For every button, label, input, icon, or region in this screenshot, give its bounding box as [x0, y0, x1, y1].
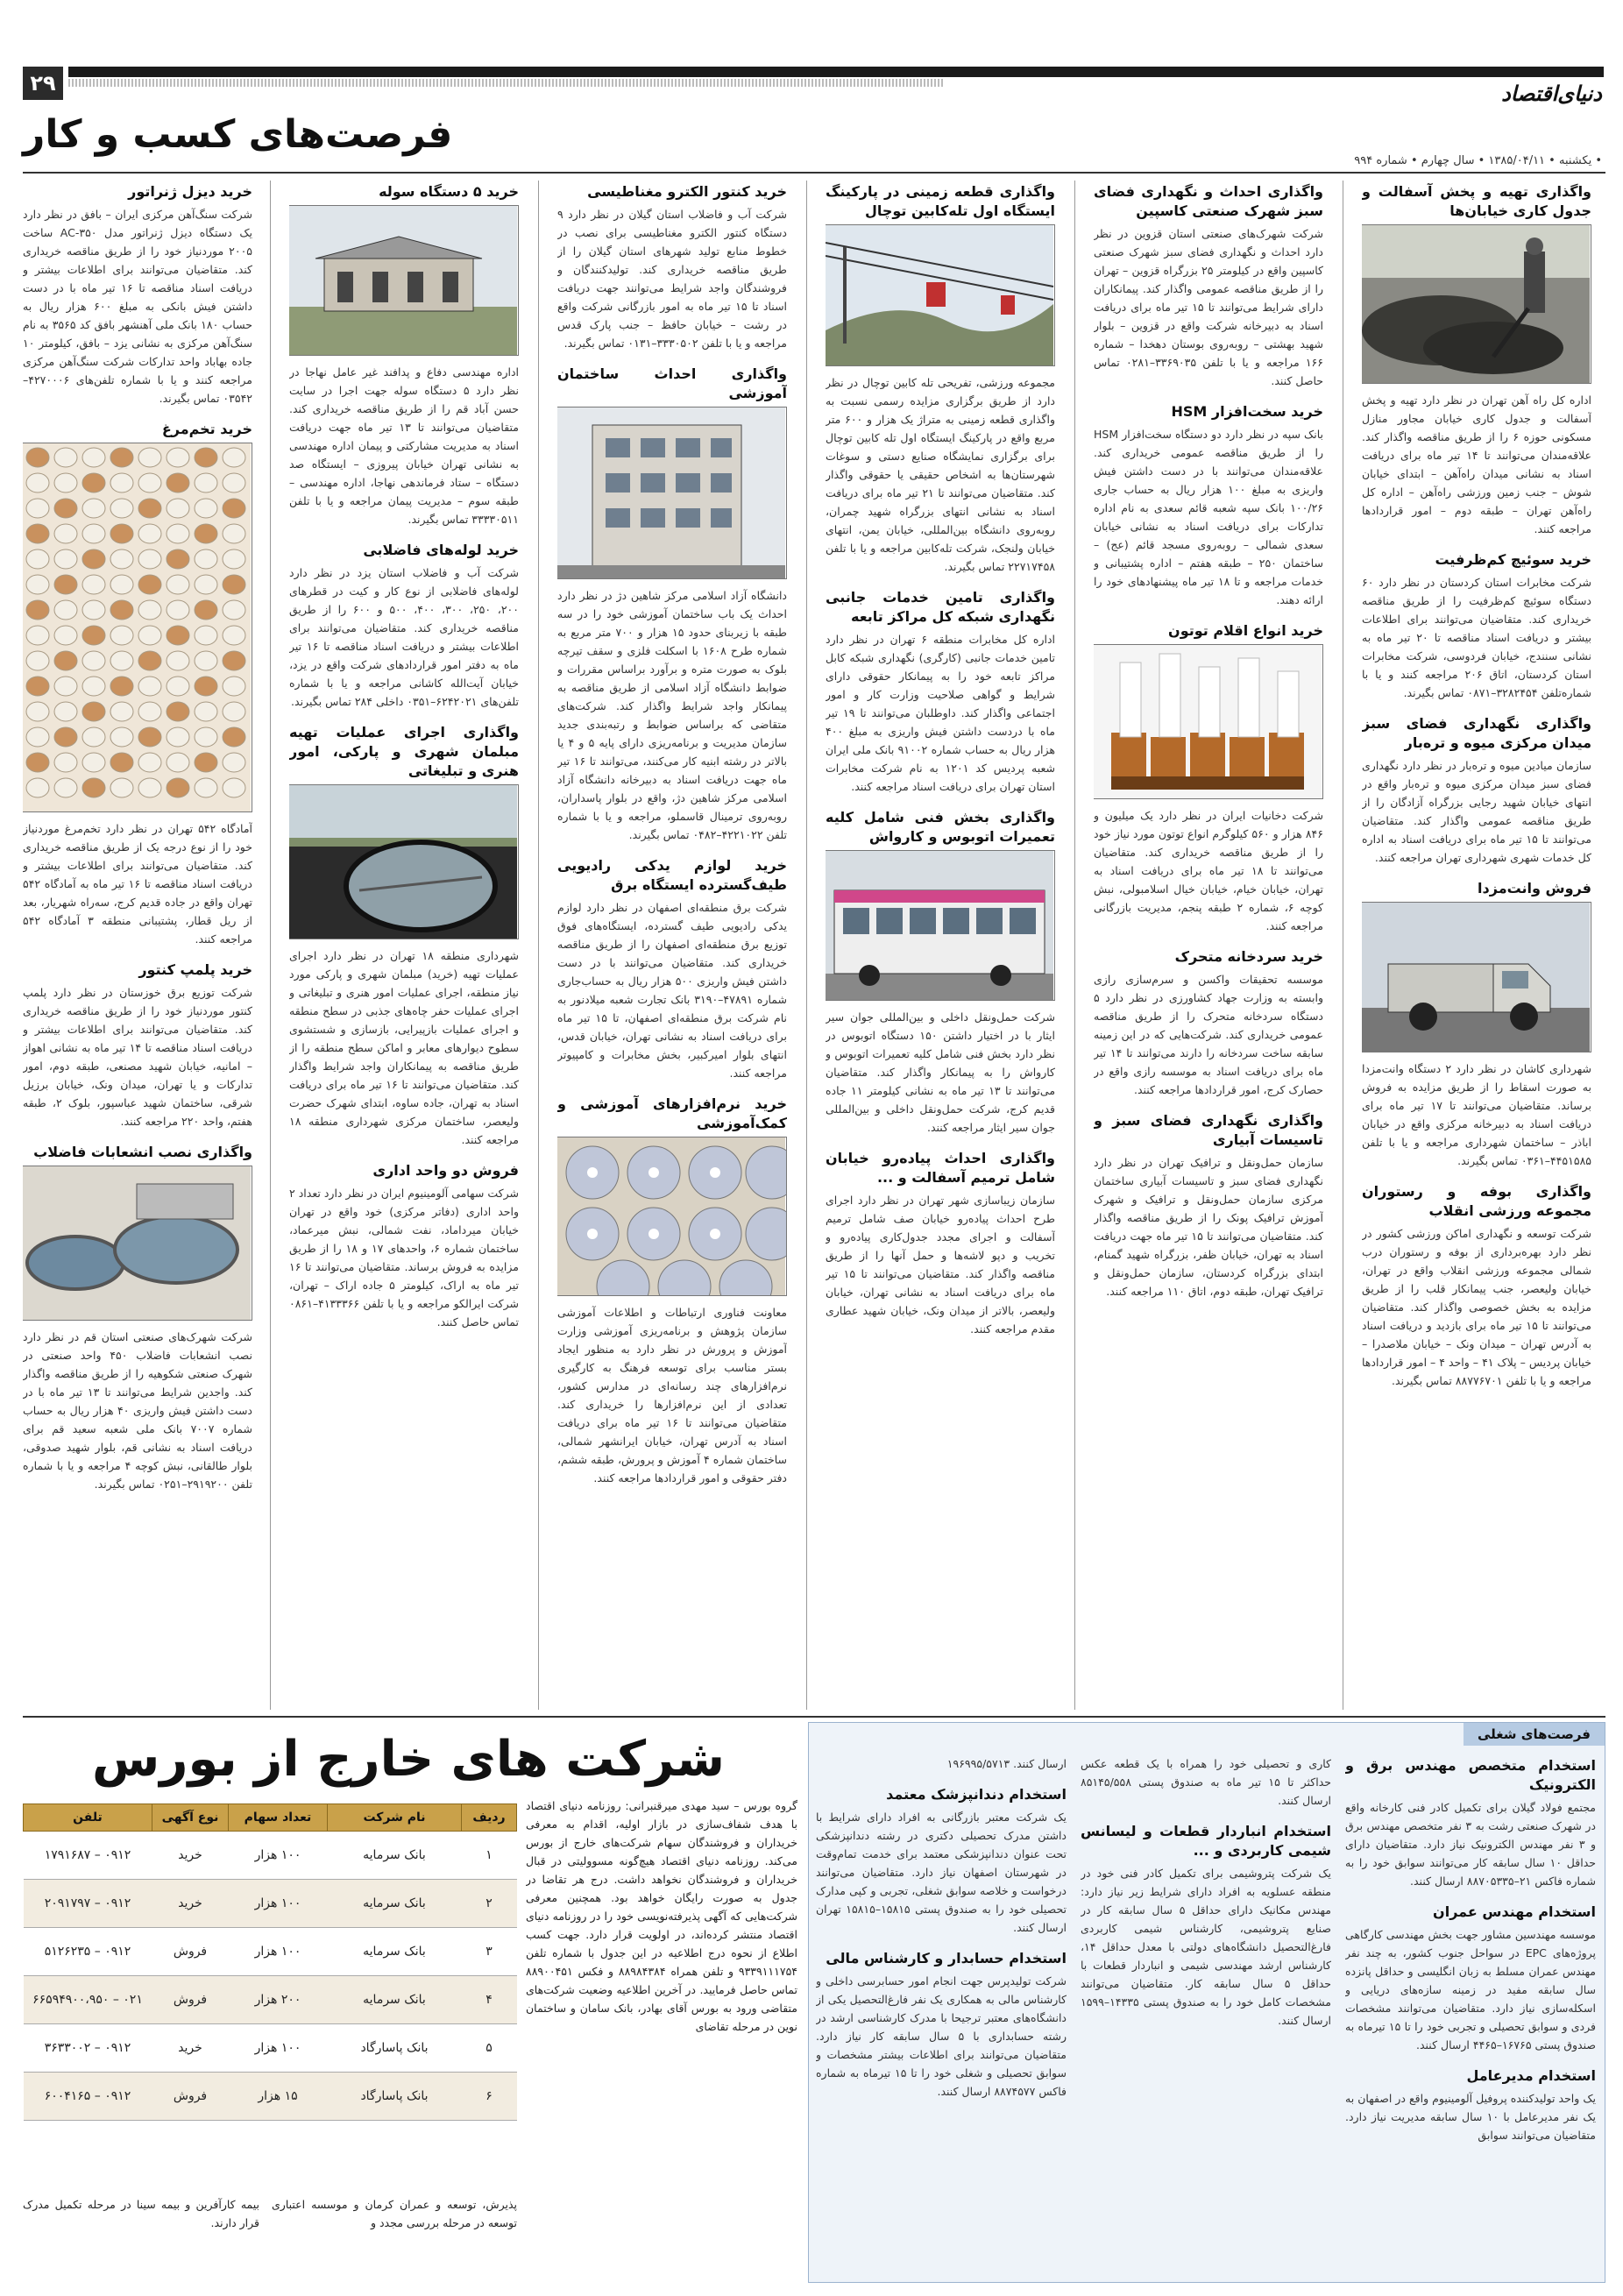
- article-title: واگذاری احداث ساختمان آموزشی: [557, 365, 787, 401]
- bourse-foot-left: بیمه کارآفرین و بیمه سینا در مرحله تکمیل مدرک قرار دارند.: [23, 2198, 259, 2229]
- article: [289, 541, 519, 711]
- shed-photo: [289, 205, 519, 356]
- article: [1094, 1111, 1323, 1300]
- treatment-photo: [23, 1166, 252, 1321]
- article-body: سازمان زیباسازی شهر تهران در نظر دارد اجرای طرح احداث پیاده‌رو خیابان صف شامل ترمیم آسفالت و اجرای مجدد جدول‌کاری پیاده‌رو و تخریب و دپو لاشه‌ها و حمل آنها را از طریق مناقصه واگذار کند. متقاضیان می‌توانند تا ۱۵ تیر ماه برای دریافت اسناد به نشانی تهران، خیابان ولیعصر، بالاتر از میدان ونک، خیابان شهید عطاری مقدم مراجعه کنند.: [826, 1194, 1055, 1336]
- row-number: ۱: [462, 1832, 517, 1880]
- cigarettes-photo: [1094, 644, 1323, 799]
- article-title: خرید تخم‌مرغ: [161, 421, 252, 437]
- article-title: خرید سوئیچ کم‌ظرفیت: [1435, 551, 1591, 568]
- col-type: نوع آگهی: [152, 1804, 229, 1832]
- job-body: یک شرکت پتروشیمی برای تکمیل کادر فنی خود در منطقه عسلویه به افراد دارای شرایط زیر نیاز دارد: مهندس مکانیک دارای حداقل ۵ سال سابقه کار در صنایع پتروشیمی، کارشناس شیمی کاربردی فارغ‌التحصیل دانشگاه‌های دولتی با معدل حداقل ۱۴، کارشناس ارشد مهندسی شیمی و انباردار قطعات با حداقل ۵ سال سابقه کار. متقاضیان می‌توانند مشخصات کامل خود را به صندوق پستی ۱۴۳۳۵–۱۵۹۹ ارسال کنند.: [1081, 1867, 1331, 2027]
- header-bar: [68, 67, 1604, 77]
- article: [557, 1095, 787, 1487]
- table-row: [24, 1976, 517, 2024]
- ad-type: فروش: [152, 1976, 229, 2024]
- job-title: استخدام دندانپزشک معتمد: [886, 1786, 1067, 1803]
- jobs-box: [808, 1722, 1605, 2283]
- table-row: [24, 1880, 517, 1928]
- job-title: استخدام متخصص مهندس برق و الکترونیک: [1345, 1757, 1596, 1793]
- row-number: ۶: [462, 2073, 517, 2121]
- article: [1094, 947, 1323, 1099]
- article-title: خرید پلمپ کنتور: [138, 961, 252, 978]
- job-title: استخدام مهندس عمران: [1433, 1903, 1596, 1920]
- job-ad: [816, 1754, 1067, 1773]
- article-title: واگذاری نگهداری فضای سبز میدان مرکزی میوه و تره‌بار: [1362, 715, 1591, 751]
- article: [1362, 1182, 1591, 1390]
- article: [23, 182, 252, 407]
- article: [23, 1143, 252, 1493]
- article-body: اداره کل مخابرات منطقه ۶ تهران در نظر دارد تامین خدمات جانبی (کارگری) نگهداری شبکه کابل مراکز تابعه خود را به پیمانکار حقوقی دارای شرایط و گواهی صلاحیت وزارت کار و امور اجتماعی واگذار کند. داوطلبان می‌توانند تا ۱۹ تیر ماه با دردست داشتن فیش واریزی به مبلغ ۴۰۰ هزار ریال به حساب شماره ۹۱۰۰۲ بانک ملی ایران شعبه پردیس کد ۱۲۰۱ به نام شرکت مخابرات استان تهران برای دریافت اسناد مراجعه کنند.: [826, 633, 1055, 793]
- table-row: [24, 1928, 517, 1976]
- article-title: واگذاری قطعه زمینی در پارکینگ ایستگاه اول تله‌کابین توچال: [826, 183, 1055, 219]
- article: [1094, 182, 1323, 390]
- newspaper-logo: دنیای‌اقتصاد: [1501, 81, 1602, 106]
- phone: ۰۹۱۲ – ۶۰۰۴۱۶۵: [24, 2073, 152, 2121]
- row-number: ۲: [462, 1880, 517, 1928]
- col-company: نام شرکت: [328, 1804, 462, 1832]
- col-shares: تعداد سهام: [229, 1804, 328, 1832]
- article-title: فروش وانت‌مزدا: [1478, 880, 1591, 896]
- share-count: ۲۰۰ هزار: [229, 1976, 328, 2024]
- article-column: [1094, 181, 1323, 1710]
- job-body: موسسه مهندسین مشاور جهت بخش مهندسی کارگاهی پروژه‌های EPC در سواحل جنوب کشور، به چند نفر مهندس عمران مسلط به زبان انگلیسی و حداقل پانزده سال سابقه مفید در زمینه سازه‌های دریایی و اسکله‌سازی نیاز دارد. متقاضیان می‌توانند مشخصات فردی و سوابق تحصیلی و تجربی خود را تا ۱۵ تیرماه به صندوق پستی ۱۶۷۶۵–۴۴۶۵ ارسال کنند.: [1345, 1928, 1596, 2052]
- issue-line: • یکشنبه • ۱۳۸۵/۰۴/۱۱ • سال چهارم • شماره ۹۹۴: [1354, 154, 1602, 167]
- share-count: ۱۵ هزار: [229, 2073, 328, 2121]
- jobs-tab: فرصت‌های شغلی: [1464, 1723, 1605, 1746]
- company-name: بانک پاسارگاد: [328, 2073, 462, 2121]
- row-number: ۴: [462, 1976, 517, 2024]
- ad-type: خرید: [152, 2024, 229, 2073]
- phone: ۰۹۱۲ – ۱۷۹۱۶۸۷: [24, 1832, 152, 1880]
- job-body: یک شرکت معتبر بازرگانی به افراد دارای شرایط با داشتن مدرک تحصیلی دکتری در رشته دندانپزشکی تحت عنوان دندانپزشکی معتمد برای خدمت تمام‌وقت در شهرستان اصفهان نیاز دارد. متقاضیان می‌توانند درخواست و خلاصه سوابق شغلی، تجربی و کپی مدارک تحصیلی خود را به صندوق پستی ۱۵۸۱۵–۱۵۸۱۵ تهران ارسال کنند.: [816, 1811, 1067, 1934]
- article: [23, 960, 252, 1130]
- article-title: خرید لوازم یدکی رادیویی طیف‌گسترده ایستگاه برق: [557, 857, 787, 893]
- article-title: واگذاری احداث و نگهداری فضای سبز شهرک صنعتی کاسپین: [1094, 183, 1323, 219]
- jobs-column-middle: [1081, 1754, 1331, 2277]
- article-title: خرید سردخانه متحرک: [1174, 948, 1323, 965]
- article-body: شرکت حمل‌ونقل داخلی و بین‌المللی جوان سیر ایثار با در اختیار داشتن ۱۵۰ دستگاه اتوبوس در نظر دارد بخش فنی شامل کلیه تعمیرات اتوبوس و کارواش را به پیمانکار واگذار کند. متقاضیان می‌توانند تا ۱۳ تیر ماه به نشانی کیلومتر ۱۱ جاده قدیم کرج، شرکت حمل‌ونقل داخلی و بین‌المللی جوان سیر ایثار مراجعه کنند.: [826, 1010, 1055, 1134]
- article-title: خرید انواع اقلام توتون: [1168, 622, 1323, 639]
- ad-type: فروش: [152, 1928, 229, 1976]
- article-title: خرید ۵ دستگاه سوله: [379, 183, 519, 200]
- article-body: شرکت توزیع برق خوزستان در نظر دارد پلمپ کنتور موردنیاز خود را از طریق مناقصه خریداری کند. متقاضیان می‌توانند برای اطلاعات بیشتر و دریافت اسناد مناقصه تا ۱۴ تیر ماه به نشانی اهواز – امانیه، خیابان شهید مصنعی، طبقه دوم، امور تدارکات و یا تهران، میدان ونک، خیابان برزیل شرقی، ساختمان شهید عباسپور، بلوک ۲، طبقه هفتم، واحد ۲۲۰ مراجعه کنند.: [23, 986, 252, 1128]
- column-divider: [270, 181, 271, 1710]
- job-ad: [1345, 1903, 1596, 2054]
- pickup-photo: [1362, 902, 1591, 1052]
- article-body: شرکت شهرک‌های صنعتی استان قم در نظر دارد نصب انشعابات فاضلاب ۴۵۰ واحد صنعتی در شهرک صنعتی شکوهیه را از طریق مناقصه واگذار کند. واجدین شرایط می‌توانند تا ۱۳ تیر ماه با در دست داشتن فیش واریزی ۴۰ هزار ریال به حساب شماره ۷۰۰۷ بانک ملی شعبه سعید قم برای دریافت اسناد به نشانی قم، بلوار شهید صدوقی، بلوار طالقانی، نبش کوچه ۴ مراجعه و یا با شماره تلفن ۲۹۱۹۲۰۰–۰۲۵۱ تماس بگیرند.: [23, 1330, 252, 1491]
- bourse-title: شرکت های خارج از بورس: [92, 1731, 725, 1788]
- article: [557, 856, 787, 1082]
- article: [1362, 714, 1591, 867]
- job-title: استخدام انباردار قطعات و لیسانس شیمی کاربردی و ...: [1081, 1823, 1331, 1859]
- cds-photo: [557, 1137, 787, 1296]
- job-body: مجتمع فولاد گیلان برای تکمیل کادر فنی کارخانه واقع در شهرک صنعتی رشت به ۳ نفر متخصص مهندس برق و ۳ نفر مهندس الکترونیک نیاز دارد. متقاضیان دارای حداقل ۱۰ سال سابقه کار می‌توانند سوابق خود را به شماره فاکس ۲۱–۸۸۷۰۵۳۳۵ ارسال کنند.: [1345, 1801, 1596, 1888]
- jobs-column-right: [1345, 1754, 1596, 2277]
- col-phone: تلفن: [24, 1804, 152, 1832]
- bourse-table: [23, 1803, 517, 2121]
- article-column: [1362, 181, 1591, 1710]
- article-title: واگذاری نگهداری فضای سبز و تاسیسات آبیاری: [1094, 1112, 1323, 1148]
- article-title: واگذاری تهیه و پخش آسفالت و جدول کاری خیابان‌ها: [1362, 183, 1591, 219]
- company-name: بانک سرمایه: [328, 1880, 462, 1928]
- header-stripe: [68, 79, 945, 87]
- article-body: شرکت آب و فاضلاب استان یزد در نظر دارد لوله‌های فاضلابی از نوع کار و کیت در قطرهای ۲۰۰، ۲۵۰، ۳۰۰، ۴۰۰، ۵۰۰ و ۶۰۰ را از طریق مناقصه خریداری کند. متقاضیان می‌توانند برای اطلاعات بیشتر و دریافت اسناد مناقصه تا ۱۶ تیر ماه به دفتر امور قراردادهای شرکت واقع در یزد، خیابان آیت‌الله کاشانی مراجعه و یا با شماره تلفن‌های ۶۲۴۲۰۲۱–۰۳۵۱ داخلی ۲۸۴ تماس بگیرند.: [289, 566, 519, 708]
- phone: ۰۹۱۲ – ۳۶۳۳۰۰۲: [24, 2024, 152, 2073]
- bourse-table-body: [24, 1832, 517, 2121]
- mirror-photo: [289, 784, 519, 939]
- article-body: مجموعه ورزشی، تفریحی تله کابین توچال در نظر دارد از طریق برگزاری مزایده رسمی نسبت به واگذاری قطعه زمینی به متراژ یک هزار و ۶۰۰ متر مربع واقع در پارکینگ ایستگاه اول تله کابین توچال برای برگزاری نمایشگاه صنایع دستی و سوغات شهرستان‌ها به اشخاص حقیقی یا حقوقی واگذار کند. متقاضیان می‌توانند تا ۲۱ تیر ماه برای دریافت اسناد به نشانی انتهای بزرگراه شهید چمران، روبه‌روی دانشگاه بین‌المللی، خیابان یمن، انتهای خیابان ولنجک، شرکت تله‌کابین مراجعه و یا با تلفن ۲۲۷۱۷۴۵۸ تماس بگیرند.: [826, 376, 1055, 573]
- article-title: خرید سخت‌افزار HSM: [1171, 403, 1323, 420]
- job-ad: [1345, 1756, 1596, 1890]
- article-body: موسسه تحقیقات واکسن و سرم‌سازی رازی وابسته به وزارت جهاد کشاورزی در نظر دارد ۵ دستگاه سردخانه متحرک را از طریق مناقصه عمومی خریداری کند. شرکت‌هایی که در این زمینه سابقه ساخت سردخانه را دارند می‌توانند تا ۱۴ تیر ماه برای دریافت اسناد به موسسه رازی واقع در حصارک کرج، امور قراردادها مراجعه کنند.: [1094, 973, 1323, 1096]
- ad-type: خرید: [152, 1832, 229, 1880]
- article-column: [826, 181, 1055, 1710]
- article-column: [23, 181, 252, 1710]
- eggs-photo: [23, 443, 252, 812]
- article: [826, 182, 1055, 576]
- job-body: ارسال کنند. ۱۹۶۹۹۵/۵۷۱۳: [946, 1757, 1067, 1770]
- job-body: شرکت تولیدپرس جهت انجام امور حسابرسی داخلی و کارشناس مالی به همکاری یک نفر فارغ‌التحصیل یکی از دانشگاه‌های معتبر ترجیحا با مدرک کارشناسی ارشد در رشته حسابداری با ۵ سال سابقه کار نیاز دارد. متقاضیان می‌توانند برای اطلاعات بیشتر مشخصات و سوابق تحصیلی و شغلی خود را تا ۱۵ تیرماه به شماره فاکس ۸۸۷۴۵۷۷ ارسال کنند.: [816, 1974, 1067, 2098]
- article-body: اداره کل راه آهن تهران در نظر دارد تهیه و پخش آسفالت و جدول کاری خیابان مجاور منازل مسکونی حوزه ۶ را از طریق مناقصه واگذار کند. علاقه‌مندان می‌توانند تا ۱۴ تیر ماه برای دریافت اسناد به نشانی میدان راه‌آهن – ابتدای خیابان شوش – جنب زمین ورزشی راه‌آهن – اداره کل راه‌آهن تهران – طبقه دوم – امور قراردادها مراجعه کنند.: [1362, 393, 1591, 535]
- company-name: بانک سرمایه: [328, 1928, 462, 1976]
- bourse-foot-right: پذیرش، توسعه و عمران کرمان و موسسه اعتباری توسعه در مرحله بررسی مجدد و: [272, 2198, 517, 2229]
- article: [289, 1161, 519, 1331]
- header-rule: [23, 172, 1605, 174]
- job-body: یک واحد تولیدکننده پروفیل آلومینیوم واقع در اصفهان به یک نفر مدیرعامل با ۱۰ سال سابقه مدیریت نیاز دارد. متقاضیان می‌توانند سوابق: [1345, 2092, 1596, 2142]
- article-title: خرید دیزل ژنراتور: [128, 183, 252, 200]
- ad-type: خرید: [152, 1880, 229, 1928]
- article-body: سازمان میادین میوه و تره‌بار در نظر دارد نگهداری فضای سبز میدان مرکزی میوه و تره‌بار واقع در انتهای خیابان شهید رجایی بزرگراه آزادگان را از طریق مناقصه عمومی واگذار کند. متقاضیان می‌توانند تا ۱۵ تیر ماه برای دریافت اسناد به اداره کل خدمات شهری شهرداری تهران مراجعه کنند.: [1362, 759, 1591, 864]
- ad-type: فروش: [152, 2073, 229, 2121]
- bourse-table-header: [24, 1804, 517, 1832]
- section-title: فرصت‌های کسب و کار: [23, 112, 453, 157]
- share-count: ۱۰۰ هزار: [229, 1880, 328, 1928]
- job-ad: [1345, 2066, 1596, 2144]
- article-body: شرکت توسعه و نگهداری اماکن ورزشی کشور در نظر دارد بهره‌برداری از بوفه و رستوران درب شمالی مجموعه ورزشی انقلاب واقع در تهران، خیابان ولیعصر، جنب پیمانکار قلب را از طریق مزایده به بخش خصوصی واگذار کند. متقاضیان می‌توانند تا ۱۵ تیر ماه برای بازدید و دریافت اسناد به آدرس تهران – میدان ونک – خیابان ملاصدرا – خیابان پردیس – پلاک ۴۱ – واحد ۴ – امور قراردادها مراجعه و یا با تلفن ۸۸۷۷۶۷۰۱ تماس بگیرند.: [1362, 1227, 1591, 1387]
- building-photo: [557, 407, 787, 579]
- article: [1094, 621, 1323, 935]
- bourse-intro: گروه بورس – سید مهدی میرقنبرانی: روزنامه دنیای اقتصاد با هدف شفاف‌سازی در بازار اولیه، اقدام به معرفی خریداران و فروشندگان سهام شرکت‌های خارج از بورس می‌کند. روزنامه دنیای اقتصاد هیچ‌گونه مسوولیتی در قبال خریداران و فروشندگان نخواهد داشت. درج هر تقاضا در جدول به صورت رایگان خواهد بود. همچنین معرفی شرکت‌هایی که آگهی پذیرفته‌نویسی خود را در روزنامه دنیای اقتصاد منتشر کرده‌اند، در اولویت قرار دارد. جهت کسب اطلاع از نحوه درج اطلاعیه در این جدول با شماره تلفن ۹۳۳۹۱۱۱۷۵۴ و تلفن همراه ۸۸۹۸۴۳۸۴ و فکس ۸۸۹۰۰۴۵۱ تماس حاصل فرمایید. در آخرین اطلاعیه وضعیت شرکت‌های متقاضی ورود به بورس آقای بهادر، بانک سامان و ساختمان نوین در مرحله تقاضای: [526, 1799, 797, 2033]
- article: [826, 1149, 1055, 1338]
- article-body: دانشگاه آزاد اسلامی مرکز شاهین دژ در نظر دارد احداث یک باب ساختمان آموزشی خود را در سه طبقه با زیربنای حدود ۱۵ هزار و ۷۰۰ متر مربع به شماره طرح ۱۶۰۸ با اسکلت فلزی و سقف تیرچه بلوک به صورت متره و برآورد براساس مقررات و ضوابط دانشگاه آزاد اسلامی از طریق مناقصه به پیمانکار واجد شرایط واگذار کند. شرکت‌های متقاضی که براساس ضوابط و رتبه‌بندی جدید سازمان مدیریت و برنامه‌ریزی دارای پایه ۵ و ۴ یا بالاتر در رشته ابنیه کار می‌کنند، می‌توانند تا ۱۶ تیر ماه جهت دریافت اسناد به دبیرخانه دانشگاه آزاد اسلامی مرکز شاهین دژ، واقع در بلوار پاسداران، روبه‌روی ترمینال قاسملو، مراجعه و یا با شماره تلفن ۴۲۲۱۰۲۲–۰۴۸۲ تماس بگیرند.: [557, 589, 787, 841]
- job-title: استخدام حسابدار و کارشناس مالی: [826, 1950, 1067, 1966]
- table-row: [24, 2024, 517, 2073]
- phone: ۰۲۱ – ۶۶۵۹۴۹۰۰،۹۵۰: [24, 1976, 152, 2024]
- article-body: شرکت مخابرات استان کردستان در نظر دارد ۶۰ دستگاه سوئیچ کم‌ظرفیت را از طریق مناقصه خریداری کند. متقاضیان می‌توانند برای اطلاعات بیشتر و دریافت اسناد مناقصه تا ۲۰ تیر ماه به نشانی سنندج، خیابان فردوسی، شرکت مخابرات استان کردستان، اتاق ۲۰۶ مراجعه کنند و یا با شماره‌تلفن ۳۲۸۲۴۵۴–۰۸۷۱ تماس بگیرند.: [1362, 576, 1591, 699]
- article: [23, 420, 252, 948]
- article-title: واگذاری بوفه و رستوران مجموعه ورزشی انقلاب: [1362, 1183, 1591, 1219]
- share-count: ۱۰۰ هزار: [229, 1832, 328, 1880]
- job-ad: [1081, 1754, 1331, 1810]
- job-body: کاری و تحصیلی خود را همراه با یک قطعه عکس حداکثر تا ۱۵ تیر ماه به صندوق پستی ۸۵۱۴۵/۵۵۸ ارسال کنند.: [1081, 1757, 1331, 1807]
- article-title: خرید لوله‌های فاضلابی: [363, 542, 519, 558]
- article-title: واگذاری نصب انشعابات فاضلاب: [33, 1144, 252, 1160]
- page-number: ۲۹: [23, 67, 63, 100]
- article-body: بانک سپه در نظر دارد دو دستگاه سخت‌افزار HSM را از طریق مناقصه عمومی خریداری کند. علاقه‌مندان می‌توانند با در دست داشتن فیش واریزی به مبلغ ۱۰۰ هزار ریال به حساب جاری ۱۰۰/۲۶ بانک سپه شعبه قائم سعدی به نام اداره تدارکات برای دریافت اسناد به نشانی خیابان سعدی شمالی – روبه‌روی مسجد قائم (عج) – ساختمان ۲۵۰ – طبقه هفتم – اداره پشتیبانی و خدمات مراجعه و تا ۱۸ تیر ماه پیشنهادهای خود را ارائه دهند.: [1094, 428, 1323, 606]
- share-count: ۱۰۰ هزار: [229, 2024, 328, 2073]
- column-divider: [806, 181, 807, 1710]
- article-title: واگذاری اجرای عملیات تهیه مبلمان شهری و پارکی، امور هنری و تبلیغاتی: [289, 724, 519, 779]
- article: [557, 182, 787, 352]
- article: [289, 723, 519, 1149]
- column-divider: [538, 181, 539, 1710]
- article: [826, 588, 1055, 796]
- article-column: [557, 181, 787, 1710]
- company-name: بانک سرمایه: [328, 1832, 462, 1880]
- article-body: شهرداری منطقه ۱۸ تهران در نظر دارد اجرای عملیات تهیه (خرید) مبلمان شهری و پارکی مورد نیاز منطقه، اجرای عملیات امور هنری و تبلیغاتی و اجرای عملیات حفر چاه‌های جذبی در سطح منطقه و اجرای عملیات بازپیرایی، بازسازی و شستشوی سطوح دیوارهای معابر و اماکن سطح منطقه را از طریق مناقصه به پیمانکاران واجد شرایط واگذار کند. متقاضیان می‌توانند تا ۱۶ تیر ماه برای دریافت اسناد به تهران، جاده ساوه، ابتدای شهرک حضرت ولیعصر، ساختمان مرکزی شهرداری منطقه ۱۸ مراجعه کنند.: [289, 949, 519, 1146]
- row-number: ۳: [462, 1928, 517, 1976]
- article-title: خرید نرم‌افزارهای آموزشی و کمک‌آموزشی: [557, 1095, 787, 1131]
- job-ad: [816, 1785, 1067, 1937]
- table-row: [24, 2073, 517, 2121]
- article-title: خرید کنتور الکترو مغناطیسی: [587, 183, 787, 200]
- share-count: ۱۰۰ هزار: [229, 1928, 328, 1976]
- asphalt-photo: [1362, 224, 1591, 384]
- article: [826, 808, 1055, 1137]
- article-body: معاونت فناوری ارتباطات و اطلاعات آموزشی سازمان پژوهش و برنامه‌ریزی آموزشی وزارت آموزش و پرورش در نظر دارد به منظور ایجاد بستر مناسب برای توسعه فرهنگ به کارگیری نرم‌افزارهای چند رسانه‌ای در مدارس کشور، تعدادی از این نرم‌افزارها را خریداری کند. متقاضیان می‌توانند تا ۱۶ تیر ماه برای دریافت اسناد به آدرس تهران، خیابان ایرانشهر شمالی، ساختمان شماره ۴ آموزش و پرورش، طبقه ششم، دفتر حقوقی و امور قراردادها مراجعه کنند.: [557, 1306, 787, 1485]
- column-divider: [1074, 181, 1075, 1710]
- phone: ۰۹۱۲ – ۲۰۹۱۷۹۷: [24, 1880, 152, 1928]
- bus-photo: [826, 850, 1055, 1001]
- article-column: [289, 181, 519, 1710]
- article-title: واگذاری بخش فنی شامل کلیه تعمیرات اتوبوس و کارواش: [826, 809, 1055, 845]
- article: [1362, 550, 1591, 702]
- article-body: شرکت سهامی آلومینیوم ایران در نظر دارد تعداد ۲ واحد اداری (دفاتر مرکزی) خود واقع در تهران خیابان میرداماد، نفت شمالی، نبش میرعماد، ساختمان شماره ۶، واحدهای ۱۷ و ۱۸ را از طریق مزایده به فروش برساند. متقاضیان می‌توانند تا ۱۶ تیر ماه به اراک، کیلومتر ۵ جاده اراک – تهران، شرکت ایرالکو مراجعه و یا با تلفن ۴۱۳۳۳۶۶–۰۸۶۱ تماس حاصل کنند.: [289, 1187, 519, 1329]
- article-body: شرکت آب و فاضلاب استان گیلان در نظر دارد ۹ دستگاه کنتور الکترو مغناطیسی برای نصب در خطوط منابع تولید شهرهای استان گیلان را از طریق مناقصه خریداری کند. تولیدکنندگان و فروشندگان واجد شرایط می‌توانند جهت دریافت اسناد تا ۱۵ تیر ماه به امور بازرگانی شرکت واقع در رشت – خیابان حافظ – جنب پارک قدس مراجعه و یا با تلفن ۳۳۳۰۵۰۲–۰۱۳۱ تماس بگیرند.: [557, 208, 787, 350]
- article-body: شرکت برق منطقه‌ای اصفهان در نظر دارد لوازم یدکی رادیویی طیف گسترده، ایستگاه‌های فوق توزیع برق منطقه‌ای اصفهان را از طریق مناقصه خریداری کند. متقاضیان می‌توانند با در دست داشتن فیش واریزی ۵۰۰ هزار ریال به حساب‌جاری شماره ۴۷۸۹۱–۳۱۹۰ بانک تجارت شعبه میلادنور به نام شرکت برق منطقه‌ای اصفهان، تا ۱۵ تیر ماه برای دریافت اسناد به نشانی تهران، خیابان قدس، انتهای بلوار امیرکبیر، بخش مخابرات و کامپیوتر مراجعه کنند.: [557, 901, 787, 1080]
- job-ad: [1081, 1822, 1331, 2030]
- job-title: استخدام مدیرعامل: [1466, 2067, 1596, 2084]
- article-body: شرکت دخانیات ایران در نظر دارد یک میلیون و ۸۴۶ هزار و ۵۶۰ کیلوگرم انواع توتون مورد نیاز خود را از طریق مناقصه خریداری کند. متقاضیان می‌توانند تا ۱۸ تیر ماه برای دریافت اسناد به تهران، خیابان خیام، خیابان خیال اسلامبولی، نبش کوچه ۶، شماره ۲ طبقه پنجم، مدیریت بازرگانی مراجعه کنند.: [1094, 809, 1323, 932]
- article: [1362, 879, 1591, 1170]
- article-body: اداره مهندسی دفاع و پدافند غیر عامل نهاجا در نظر دارد ۵ دستگاه سوله جهت اجرا در سایت حسن آباد قم را از طریق مناقصه خریداری کند. متقاضیان می‌توانند تا ۱۳ تیر ماه جهت دریافت اسناد به مدیریت مشارکتی و پیمان اداره مهندسی به نشانی تهران خیابان پیروزی – ایستگاه صد دستگاه – ستاد فرماندهی نهاجا، اداره مهندسی – طبقه سوم – مدیریت پیمان مراجعه و یا با تلفن ۳۳۳۳۰۵۱۱ تماس بگیرند.: [289, 365, 519, 526]
- row-number: ۵: [462, 2024, 517, 2073]
- article: [1094, 402, 1323, 609]
- article-body: سازمان حمل‌ونقل و ترافیک تهران در نظر دارد نگهداری فضای سبز و تاسیسات آبیاری ساختمان مرکزی سازمان حمل‌ونقل و ترافیک و شهرک آموزش ترافیک پونک را از طریق مناقصه واگذار کند. متقاضیان می‌توانند تا ۱۵ تیر ماه جهت دریافت اسناد به تهران، خیابان ظفر، بزرگراه شهید گمنام، ابتدای بزرگراه کردستان، سازمان حمل‌ونقل و ترافیک تهران، طبقه دوم، اتاق ۱۱۰ مراجعه کنند.: [1094, 1156, 1323, 1298]
- article-body: شرکت سنگ‌آهن مرکزی ایران – بافق در نظر دارد یک دستگاه دیزل ژنراتور مدل AC-۳۵۰ ساخت ۲۰۰۵ موردنیاز خود را از طریق مناقصه خریداری کند. متقاضیان می‌توانند برای اطلاعات بیشتر و دریافت اسناد مناقصه تا ۱۶ تیر ماه با در دست داشتن فیش بانکی به مبلغ ۶۰۰ هزار ریال به حساب ۱۸۰ بانک ملی آهنشهر بافق کد ۳۵۶۵ به نام سنگ‌آهن مرکزی به نشانی یزد – بافق، کیلومتر ۱۰ جاده بهاباد واحد تدارکات شرکت سنگ‌آهن مرکزی مراجعه کنند و یا با شماره تلفن‌های ۴۲۷۰۰۰۶–۰۳۵۴۲ تماس بگیرند.: [23, 208, 252, 405]
- article-title: فروش دو واحد اداری: [372, 1162, 519, 1179]
- article-body: آمادگاه ۵۴۲ تهران در نظر دارد تخم‌مرغ موردنیاز خود را از نوع درجه یک از طریق مناقصه خریداری کند. متقاضیان می‌توانند برای اطلاعات بیشتر و دریافت اسناد مناقصه تا ۱۶ تیر ماه به آمادگاه ۵۴۲ تهران واقع در جاده قدیم کرج، سه‌راه شهریار، بعد از ریل قطار، پشتیبانی منطقه ۳ آمادگاه ۵۴۲ مراجعه کنند.: [23, 822, 252, 946]
- table-row: [24, 1832, 517, 1880]
- article-body: شهرداری کاشان در نظر دارد ۲ دستگاه وانت‌مزدا به صورت اسقاط را از طریق مزایده به فروش برساند. متقاضیان می‌توانند تا ۱۷ تیر ماه برای دریافت اسناد به دبیرخانه مرکزی واقع در خیابان اباذر – ساختمان شهرداری مراجعه و یا با تلفن ۴۴۵۱۵۸۵–۰۳۶۱ تماس بگیرند.: [1362, 1062, 1591, 1167]
- phone: ۰۹۱۲ – ۵۱۲۶۲۳۵: [24, 1928, 152, 1976]
- article: [289, 182, 519, 528]
- jobs-column-left: [816, 1754, 1067, 2277]
- article: [1362, 182, 1591, 538]
- company-name: بانک سرمایه: [328, 1976, 462, 2024]
- col-row: ردیف: [462, 1804, 517, 1832]
- bourse-table-wrap: [23, 1803, 517, 2121]
- job-ad: [816, 1949, 1067, 2101]
- article-title: واگذاری احداث پیاده‌رو خیابان شامل ترمیم آسفالت و ...: [826, 1150, 1055, 1186]
- article: [557, 365, 787, 844]
- section-divider: [23, 1716, 1605, 1718]
- article-body: شرکت شهرک‌های صنعتی استان قزوین در نظر دارد احداث و نگهداری فضای سبز شهرک صنعتی کاسپین واقع در کیلومتر ۲۵ بزرگراه قزوین – تهران را از طریق مناقصه عمومی واگذار کند. پیمانکاران دارای شرایط می‌توانند تا ۱۵ تیر ماه برای دریافت اسناد به دبیرخانه شرکت واقع در قزوین – بلوار شهید بهشتی – روبه‌روی بوستان دهخدا – شماره ۱۶۶ مراجعه و یا با تلفن ۳۳۶۹۰۳۵–۰۲۸۱ تماس حاصل کنند.: [1094, 227, 1323, 387]
- cablecar-photo: [826, 224, 1055, 366]
- article-title: واگذاری تامین خدمات جانبی نگهداری شبکه کل مراکز تابعه: [826, 589, 1055, 625]
- company-name: بانک پاسارگاد: [328, 2024, 462, 2073]
